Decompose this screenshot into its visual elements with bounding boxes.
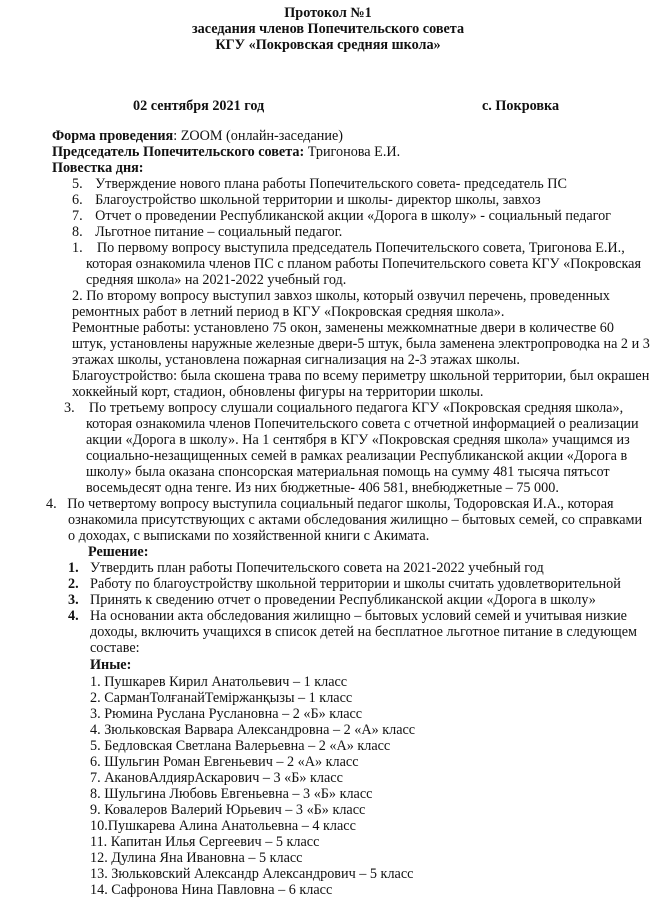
question-1-line: средняя школа» на 2021-2022 учебный год. [86,272,347,288]
decision-item: 2. Работу по благоустройству школьной территории и школы считать удовлетворительной [68,576,621,592]
student-list-item: 6. Шульгин Роман Евгеньевич – 2 «А» класс [90,754,359,770]
form-label: Форма проведения [52,128,174,144]
student-list-item: 7. АкановАлдиярАскарович – 3 «Б» класс [90,770,343,786]
repair-line: Ремонтные работы: установлено 75 окон, заменены межкомнатные двери в количестве 60 [72,320,614,336]
document-subtitle: заседания членов Попечительского совета [191,21,465,37]
document-organization: КГУ «Покровская средняя школа» [215,37,441,53]
student-list-item: 13. Зюльковский Александр Александрович – 5 класс [90,866,414,882]
decision-item: 3. Принять к сведению отчет о проведении Республиканской акции «Дорога в школу» [68,592,596,608]
student-list-item: 2. СарманТолғанайТемiржанқызы – 1 класс [90,690,353,706]
student-list-item: 5. Бедловская Светлана Валерьевна – 2 «А» класс [90,738,391,754]
improvement-line: хоккейный корт, стадион, обновлены фигуры на территории школы. [72,384,484,400]
chair-label: Председатель Попечительского совета: [52,144,305,160]
decision-item: 4. На основании акта обследования жилищно – бытовых условий семей и учитывая низкие [68,608,627,624]
form-value: : ZOOM (онлайн-заседание) [173,128,343,144]
question-3-first-line: 3. По третьему вопросу слушали социального педагога КГУ «Покровская средняя школа», [64,400,624,416]
question-1-first-line: 1. По первому вопросу выступила председатель Попечительского совета, Тригонова Е.И., [72,240,625,256]
agenda-item: 5. Утверждение нового плана работы Попечительского совета- председатель ПС [72,176,567,192]
agenda-label: Повестка дня: [52,160,144,176]
form-line [52,128,343,144]
question-1-line: которая ознакомила членов ПС с планом работы Попечительского совета КГУ «Покровская [86,256,641,272]
question-3-line: акции «Дорога в школу». На 1 сентября в КГУ «Покровская средняя школа» учащимся из [86,432,630,448]
question-3-line: которая ознакомила членов Попечительского совета с отчетной информацией о реализации [86,416,639,432]
question-4-first-line: 4. По четвертому вопросу выступила социальный педагог школы, Тодоровская И.А., которая [46,496,614,512]
meeting-place: с. Покровка [482,98,560,114]
student-list-item: 9. Ковалеров Валерий Юрьевич – 3 «Б» класс [90,802,366,818]
student-list-item: 10.Пушкарева Алина Анатольевна – 4 класс [90,818,356,834]
student-list-item: 1. Пушкарев Кирил Анатольевич – 1 класс [90,674,348,690]
question-3-line: восемьдесят одна тенге. Из них бюджетные- 406 581, внебюджетные – 75 000. [86,480,559,496]
student-list-item: 12. Дулина Яна Ивановна – 5 класс [90,850,303,866]
student-list-item: 8. Шульгина Любовь Евгеньевна – 3 «Б» класс [90,786,373,802]
chair-line [52,144,400,160]
question-3-line: социально-незащищенных семей в рамках реализации Республиканской акции «Дорога в [86,448,628,464]
question-4-line: о доходах, с выписками по хозяйственной книги с Акимата. [68,528,430,544]
student-list-item: 11. Капитан Илья Сергеевич – 5 класс [90,834,320,850]
chair-value: Тригонова Е.И. [304,144,401,160]
question-2-line: ремонтных работ в летний период в КГУ «Покровская средняя школа». [72,304,505,320]
document-header [0,5,656,53]
agenda-item: 6. Благоустройство школьной территории и школы- директор школы, завхоз [72,192,541,208]
meeting-date: 02 сентября 2021 год [133,98,265,114]
student-list-item: 3. Рюмина Руслана Руслановна – 2 «Б» класс [90,706,363,722]
decision-item-line: доходы, включить учащихся в список детей на бесплатное льготное питание в следующем [90,624,637,640]
decision-item: 1. Утвердить план работы Попечительского совета на 2021-2022 учебный год [68,560,544,576]
decision-item-line: составе: [90,640,140,656]
document-title: Протокол №1 [284,5,372,21]
repair-line: этажах школы, установлена пожарная сигнализация на 2-3 этажах школы. [72,352,520,368]
student-list-item: 14. Сафронова Нина Павловна – 6 класс [90,882,333,898]
improvement-line: Благоустройство: была скошена трава по всему периметру школьной территории, был окрашен [72,368,650,384]
student-list-item: 4. Зюльковская Варвара Александровна – 2 «А» класс [90,722,416,738]
agenda-item: 8. Льготное питание – социальный педагог. [72,224,343,240]
other-label: Иные: [90,657,132,673]
question-4-line: ознакомила присутствующих с актами обследования жилищно – бытовых семей, со справками [68,512,643,528]
decision-label: Решение: [88,544,149,560]
agenda-item: 7. Отчет о проведении Республиканской акции «Дорога в школу» - социальный педагог [72,208,611,224]
question-2-first-line: 2. По второму вопросу выступил завхоз школы, который озвучил перечень, проведенных [72,288,610,304]
repair-line: штук, установлены наружные железные двери-5 штук, была заменена электропроводка на 2 и 3 [72,336,650,352]
question-3-line: школу» была оказана спонсорская материальная помощь на сумму 481 тысяча пятьсот [86,464,610,480]
